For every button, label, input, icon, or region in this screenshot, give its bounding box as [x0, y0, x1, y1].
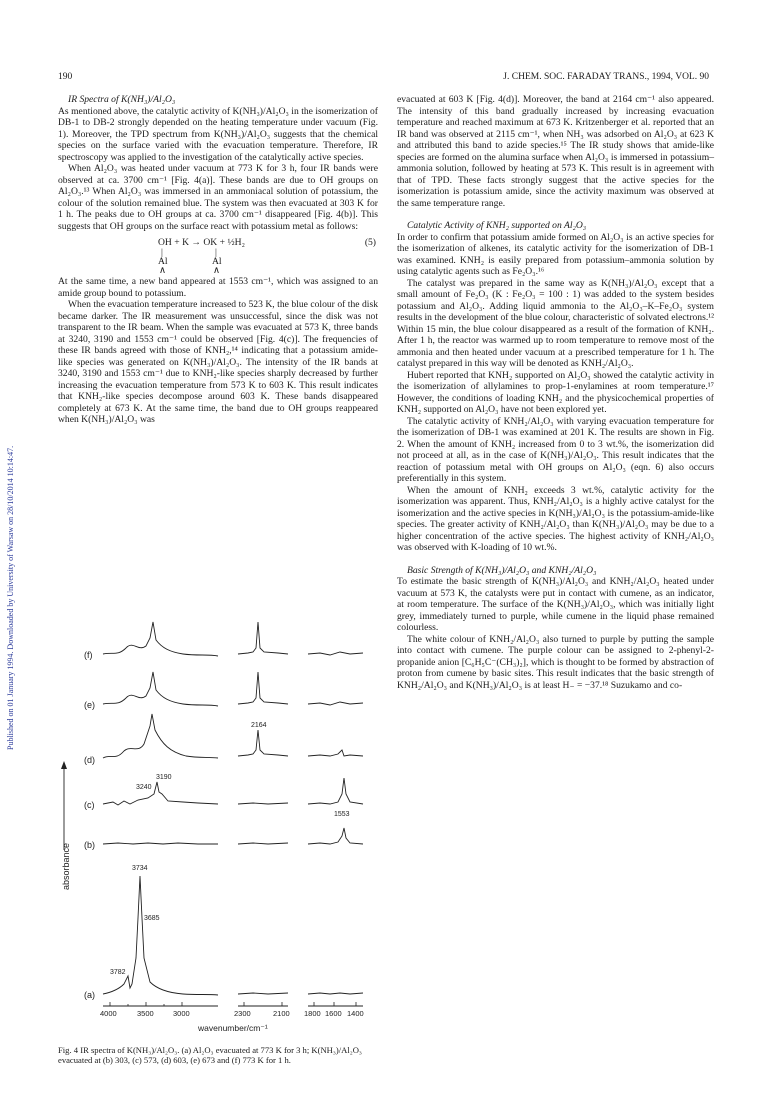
- trace-label-e: (e): [84, 700, 95, 710]
- figure-caption: Fig. 4 IR spectra of K(NH₃)/Al₂O₃. (a) Al₂O₃ evacuated at 773 K for 3 h; K(NH₃)/Al₂O₃ evacuated at (b) 303, (c) 573, (d) 603, (e) 673 and (f) 773 K for 1 h.: [58, 1045, 362, 1066]
- x-tick: 3500: [137, 1009, 154, 1018]
- x-tick: 1600: [325, 1009, 342, 1018]
- equation-al: Al: [158, 256, 168, 267]
- paragraph: When the amount of KNH₂ exceeds 3 wt.%, catalytic activity for the isomerization was apparent. Thus, KNH₂/Al₂O₃ is a highly active catalyst for the isomerization and the active species in K(NH₃)/Al₂O₃ is the potassium-amide-like species. The greater activity of KNH₂/Al₂O₃ than K(NH₃)/Al₂O₃ may be due to a higher concentration of the active species. The highest activity of KNH₂/Al₂O₃ was observed with K-loading of 10 wt.%.: [397, 484, 714, 553]
- trace-c-panel2: [238, 803, 288, 804]
- trace-d-panel1: [103, 714, 218, 758]
- paragraph: In order to confirm that potassium amide formed on Al₂O₃ is an active species for the isomerization of alkenes, its catalytic activity for the isomerization of DB-1 was examined. KNH₂ is easily prepared from potassium–ammonia solution by using catalytic agents such as Fe₂O₃.¹⁶: [397, 231, 714, 277]
- trace-b-panel3: [308, 828, 363, 844]
- figure-4-ir-spectra: [58, 618, 378, 1036]
- peak-label-3782: 3782: [110, 969, 126, 976]
- trace-d-panel3: [308, 750, 363, 756]
- trace-label-b: (b): [84, 840, 95, 850]
- x-tick: 1400: [347, 1009, 364, 1018]
- section-heading-ir: IR Spectra of K(NH₃)/Al₂O₃: [68, 94, 176, 105]
- paragraph: To estimate the basic strength of K(NH₃)/Al₂O₃ and KNH₂/Al₂O₃ heated under vacuum at 573 K, the catalysts were put in contact with cumene, as an indicator, at room temperature. The surface of the K(NH₃)/Al₂O₃, which was initially light grey, immediately turned to purple, while cumene in the liquid phase remained colourless.: [397, 576, 714, 633]
- peak-label-2164: 2164: [251, 722, 267, 729]
- trace-f-panel3: [308, 652, 363, 655]
- trace-f-panel2: [238, 622, 288, 654]
- trace-e-panel1: [103, 672, 218, 706]
- paragraph: The catalyst was prepared in the same way as K(NH₃)/Al₂O₃ except that a small amount of Fe₂O₃ (K : Fe₂O₃ = 100 : 1) was added to the system besides potassium and Al₂O₃. Adding liquid ammonia to the Al₂O₃–K–Fe₂O₃ system results in the development of the blue colour, characteristic of solvated electrons.¹² Within 15 min, the blue colour disappeared as a result of the formation of KNH₂. After 1 h, the reactor was warmed up to room temperature to remove most of the ammonia and then heated under vacuum at a prescribed temperature for 1 h. The catalyst prepared in this way will be denoted as KNH₂/Al₂O₃.: [397, 277, 714, 369]
- trace-label-c: (c): [84, 800, 95, 810]
- trace-e-panel3: [308, 702, 363, 705]
- trace-label-d: (d): [84, 755, 95, 765]
- x-tick: 3000: [173, 1009, 190, 1018]
- peak-label-3190: 3190: [156, 774, 172, 781]
- trace-label-a: (a): [84, 990, 95, 1000]
- peak-label-3734: 3734: [132, 865, 148, 872]
- paragraph: The white colour of KNH₂/Al₂O₃ also turned to purple by putting the sample into contact with cumene. The purple colour can be assigned to 2-phenyl-2-propanide anion [C₆H₅C⁻(CH₃)₂], which is thought to be formed by abstraction of proton from cumene by basic sites. This result indicates that the basic strength of KNH₂/Al₂O₃ and K(NH₃)/Al₂O₃ is at least H₋ = −37.¹⁸ Suzukamo and co-: [397, 633, 714, 691]
- x-tick: 4000: [100, 1009, 117, 1018]
- trace-label-f: (f): [84, 650, 93, 660]
- y-axis-label: absorbance: [61, 842, 71, 890]
- paragraph: When the evacuation temperature increased to 523 K, the blue colour of the disk became darker. The IR measurement was unsuccessful, since the disk was not transparent to the IR beam. When the sample was evacuated at 573 K, three bands at 3240, 3190 and 1553 cm⁻¹ could be observed [Fig. 4(c)]. The frequencies of these IR bands agreed with those of KNH₂,¹⁴ indicating that a potassium amide-like species was generated on K(NH₃)/Al₂O₃. The intensity of the IR bands at 3240, 3190 and 1553 cm⁻¹ due to KNH₂-like species sharply decreased by further increasing the evacuation temperature from 573 K to 603 K. This result indicates that KNH₂-like species decompose around 603 K. These bands disappeared completely at 673 K. At the same time, the band due to OH groups reappeared when K(NH₃)/Al₂O₃ was: [58, 299, 378, 425]
- trace-b-panel1: [103, 843, 218, 844]
- equation-al: Al: [212, 256, 222, 267]
- trace-b-panel2: [238, 843, 288, 844]
- section-heading-basic-strength: Basic Strength of K(NH₃)/Al₂O₃ and KNH₂/Al₂O₃: [407, 564, 597, 576]
- left-column: [58, 94, 378, 426]
- peak-label-3240: 3240: [136, 784, 152, 791]
- trace-e-panel2: [238, 672, 288, 704]
- trace-c-panel1: [103, 782, 218, 805]
- peak-label-1553: 1553: [334, 811, 350, 818]
- running-header: J. CHEM. SOC. FARADAY TRANS., 1994, VOL. 90: [503, 72, 709, 82]
- section-heading-catalytic: Catalytic Activity of KNH₂ supported on Al₂O₃: [407, 220, 587, 231]
- trace-a-panel3: [308, 993, 363, 994]
- x-tick: 2300: [234, 1009, 251, 1018]
- equation-line: OH + K → OK + ½H₂: [158, 237, 245, 248]
- equation-number: (5): [364, 237, 376, 248]
- paragraph: As mentioned above, the catalytic activity of K(NH₃)/Al₂O₃ in the isomerization of DB-1 to DB-2 strongly depended on the heating temperature under vacuum (Fig. 1). Moreover, the TPD spectrum from K(NH₃)/Al₂O₃ suggests that the chemical species on the surface varied with the evacuation temperature. Therefore, IR spectroscopy was applied to the investigation of the catalytically active species.: [58, 105, 378, 163]
- paragraph: At the same time, a new band appeared at 1553 cm⁻¹, which was assigned to an amide group bound to potassium.: [58, 276, 378, 299]
- paragraph: Hubert reported that KNH₂ supported on Al₂O₃ showed the catalytic activity in the isomerization of allylamines to prop-1-enylamines at room temperature.¹⁷ However, the conditions of loading KNH₂ and the physicochemical properties of KNH₂ supported on Al₂O₃ have not been explored yet.: [397, 369, 714, 415]
- x-axis-label: wavenumber/cm⁻¹: [198, 1023, 268, 1033]
- page-number: 190: [58, 72, 73, 82]
- trace-a-panel1: [103, 876, 218, 995]
- equation-wedge: ∧: [159, 265, 167, 276]
- trace-f-panel1: [103, 622, 218, 656]
- right-column: [397, 94, 714, 691]
- equation-wedge: ∧: [213, 265, 221, 276]
- trace-c-panel3: [308, 778, 363, 804]
- x-tick: 1800: [304, 1009, 321, 1018]
- equation-5: OH + K → OK + ½H₂ (5) | | Al Al ∧ ∧: [158, 237, 376, 276]
- paragraph: When Al₂O₃ was heated under vacuum at 773 K for 3 h, four IR bands were observed at ca. 3700 cm⁻¹ [Fig. 4(a)]. These bands are due to OH groups on Al₂O₃.¹³ When Al₂O₃ was immersed in an ammoniacal solution of potassium, the colour of the solution remained blue. The system was then evacuated at 303 K for 1 h. The peaks due to OH groups at ca. 3700 cm⁻¹ disappeared [Fig. 4(b)]. This suggests that OH groups on the surface react with potassium metal as follows:: [58, 163, 378, 232]
- x-tick: 2100: [273, 1009, 290, 1018]
- trace-a-panel2: [238, 993, 288, 994]
- trace-d-panel2: [238, 730, 288, 756]
- download-note: Published on 01 January 1994. Downloaded by University of Warsaw on 28/10/2014 10:14:47.: [6, 445, 15, 750]
- peak-label-3685: 3685: [144, 915, 160, 922]
- paragraph: The catalytic activity of KNH₂/Al₂O₃ with varying evacuation temperature for the isomerization of DB-1 was examined at 201 K. The results are shown in Fig. 2. When the amount of KNH₂ increased from 0 to 3 wt.%, the isomerization did not proceed at all, as in the case of K(NH₃)/Al₂O₃. This result indicates that the reaction of potassium metal with OH groups on Al₂O₃ (eqn. 6) also occurs preferentially in this system.: [397, 415, 714, 484]
- paragraph: evacuated at 603 K [Fig. 4(d)]. Moreover, the band at 2164 cm⁻¹ also appeared. The intensity of this band gradually increased by increasing evacuation temperature and reached maximum at 673 K. Kritzenberger et al. reported that an IR band was observed at 2115 cm⁻¹, when NH₃ was adsorbed on Al₂O₃ at 623 K and attributed this band to azide species.¹⁵ The IR study shows that amide-like species are formed on the alumina surface when Al₂O₃ is immersed in potassium–ammonia solution, followed by heating at 573 K. This result is in agreement with that of TPD. These facts strongly suggest that the active species for the isomerization is potassium amide, since the activity maximum was observed at the same temperature range.: [397, 94, 714, 209]
